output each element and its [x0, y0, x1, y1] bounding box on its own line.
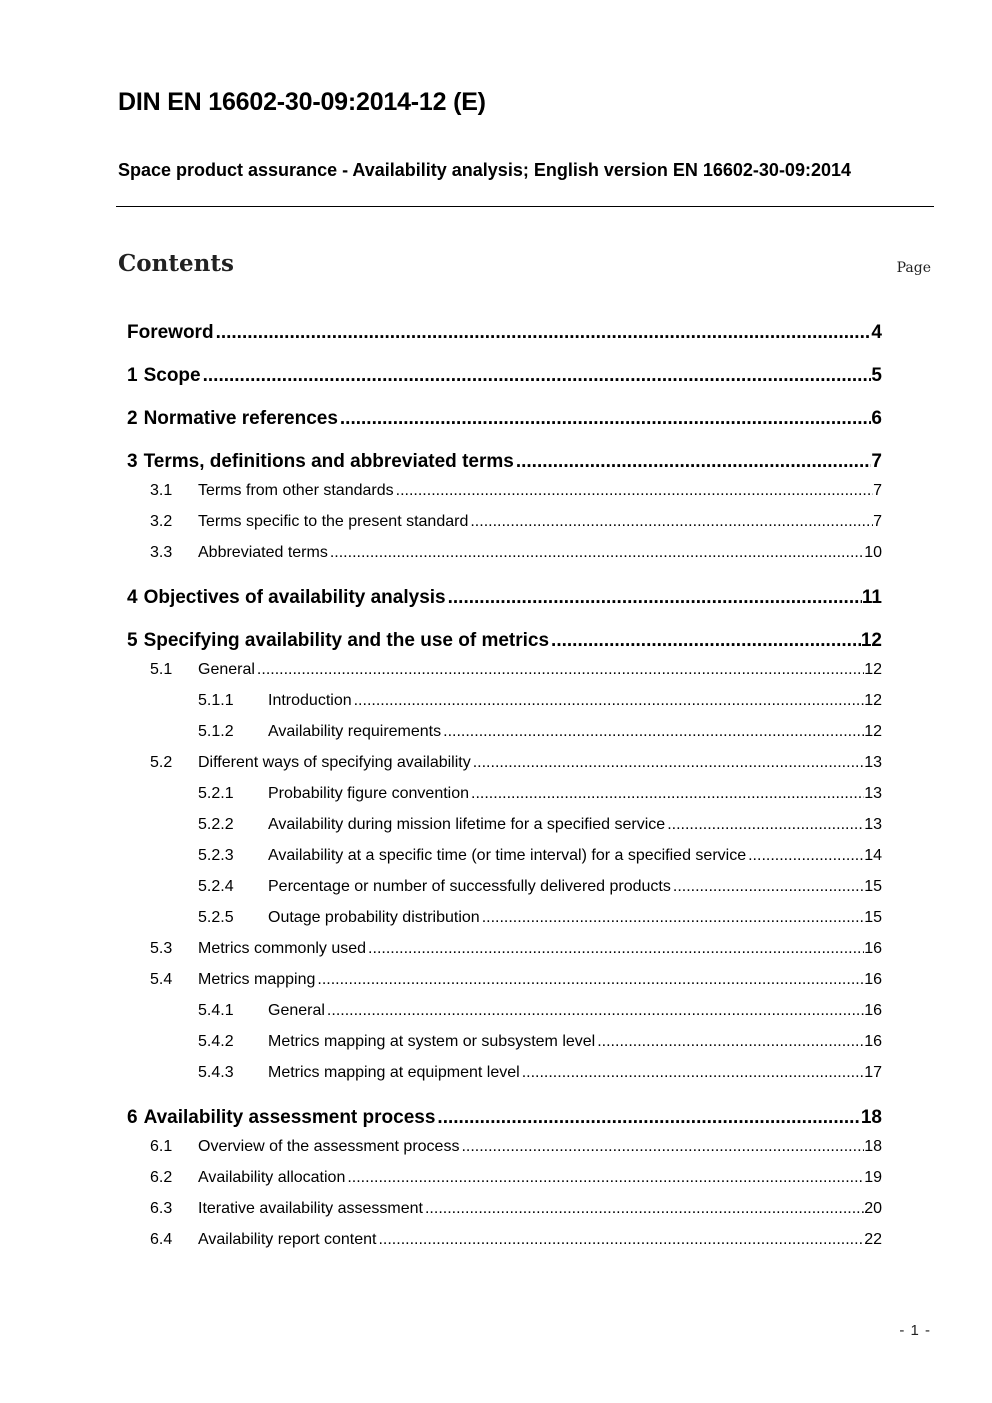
- toc-dot-leader: [473, 754, 864, 772]
- toc-entry-title: Availability report content: [198, 1231, 377, 1248]
- toc-entry-title: Specifying availability and the use of metrics: [143, 630, 550, 651]
- toc-entry[interactable]: [127, 1107, 882, 1138]
- toc-entry-page: 12: [864, 661, 882, 678]
- toc-entry[interactable]: [127, 587, 882, 618]
- toc-entry-title: General: [268, 1002, 325, 1019]
- toc-dot-leader: [354, 692, 865, 710]
- toc-entry-page: 5: [871, 365, 882, 386]
- toc-entry[interactable]: [127, 940, 882, 971]
- toc-entry-title: Terms specific to the present standard: [198, 513, 469, 530]
- toc-entry-title: Outage probability distribution: [268, 909, 480, 926]
- toc-entry-number: 5.1: [150, 661, 173, 678]
- toc-entry-page: 19: [864, 1169, 882, 1186]
- toc-entry-number: 3: [127, 451, 138, 472]
- toc-entry-page: 11: [861, 587, 882, 608]
- contents-heading: Contents: [118, 250, 234, 277]
- toc-dot-leader: [522, 1064, 865, 1082]
- toc-entry-title: Foreword: [127, 322, 214, 343]
- header-rule: [116, 206, 934, 207]
- toc-entry-title: Metrics mapping at equipment level: [268, 1064, 520, 1081]
- toc-entry-number: 2: [127, 408, 138, 429]
- toc-dot-leader: [482, 909, 865, 927]
- toc-entry-page: 20: [864, 1200, 882, 1217]
- document-title: DIN EN 16602-30-09:2014-12 (E): [118, 88, 486, 116]
- toc-dot-leader: [203, 365, 872, 387]
- toc-entry[interactable]: [127, 847, 882, 878]
- toc-entry[interactable]: [127, 1138, 882, 1169]
- toc-dot-leader: [667, 816, 864, 834]
- toc-entry-number: 5.4.1: [198, 1002, 234, 1019]
- toc-entry-title: Percentage or number of successfully delivered products: [268, 878, 671, 895]
- toc-dot-leader: [516, 451, 872, 473]
- toc-entry-number: 6.4: [150, 1231, 173, 1248]
- toc-entry-title: Objectives of availability analysis: [143, 587, 446, 608]
- toc-dot-leader: [347, 1169, 864, 1187]
- toc-dot-leader: [461, 1138, 864, 1156]
- toc-dot-leader: [340, 408, 872, 430]
- toc-entry[interactable]: [127, 365, 882, 396]
- toc-entry-number: 5.2.5: [198, 909, 234, 926]
- toc-entry[interactable]: [127, 878, 882, 909]
- toc-entry[interactable]: [127, 451, 882, 482]
- toc-entry-number: 6: [127, 1107, 138, 1128]
- toc-entry-page: 16: [864, 1002, 882, 1019]
- toc-entry-page: 22: [864, 1231, 882, 1248]
- toc-dot-leader: [471, 785, 864, 803]
- toc-entry-number: 3.1: [150, 482, 173, 499]
- toc-dot-leader: [368, 940, 864, 958]
- toc-entry-title: Terms, definitions and abbreviated terms: [143, 451, 514, 472]
- toc-entry-page: 18: [864, 1138, 882, 1155]
- toc-entry-title: Iterative availability assessment: [198, 1200, 423, 1217]
- toc-entry[interactable]: [127, 322, 882, 353]
- toc-entry[interactable]: [127, 630, 882, 661]
- toc-entry[interactable]: [127, 1033, 882, 1064]
- toc-entry-number: 1: [127, 365, 138, 386]
- toc-entry-title: Scope: [143, 365, 201, 386]
- toc-dot-leader: [748, 847, 864, 865]
- toc-entry-number: 3.2: [150, 513, 173, 530]
- toc-dot-leader: [448, 587, 862, 609]
- document-subtitle: Space product assurance - Availability analysis; English version EN 16602-30-09:2014: [118, 160, 851, 180]
- toc-entry-page: 6: [871, 408, 882, 429]
- toc-entry-title: Availability at a specific time (or time interval) for a specified service: [268, 847, 747, 864]
- toc-dot-leader: [327, 1002, 864, 1020]
- toc-entry-title: Terms from other standards: [198, 482, 394, 499]
- toc-entry-page: 4: [871, 322, 882, 343]
- toc-entry-title: Availability allocation: [198, 1169, 346, 1186]
- toc-dot-leader: [425, 1200, 864, 1218]
- toc-entry-number: 5.1.2: [198, 723, 234, 740]
- page-column-label: Page: [896, 260, 931, 276]
- toc-entry[interactable]: [127, 909, 882, 940]
- toc-entry[interactable]: [127, 816, 882, 847]
- toc-entry-page: 13: [864, 754, 882, 771]
- toc-entry-page: 15: [864, 909, 882, 926]
- toc-entry-number: 5.2: [150, 754, 173, 771]
- toc-entry-title: Metrics commonly used: [198, 940, 367, 957]
- toc-entry-number: 5.3: [150, 940, 173, 957]
- table-of-contents: [127, 322, 882, 1262]
- toc-entry-title: Metrics mapping: [198, 971, 316, 988]
- toc-entry-page: 7: [871, 451, 882, 472]
- toc-entry-number: 5: [127, 630, 138, 651]
- toc-entry-title: Availability requirements: [268, 723, 442, 740]
- toc-entry[interactable]: [127, 1064, 882, 1095]
- toc-dot-leader: [257, 661, 864, 679]
- toc-entry[interactable]: [127, 1002, 882, 1033]
- toc-entry-page: 7: [873, 513, 882, 530]
- toc-entry-page: 12: [864, 692, 882, 709]
- toc-dot-leader: [396, 482, 873, 500]
- toc-entry[interactable]: [127, 1231, 882, 1262]
- toc-entry[interactable]: [127, 513, 882, 544]
- toc-entry-page: 7: [873, 482, 882, 499]
- toc-entry[interactable]: [127, 1169, 882, 1200]
- toc-entry-number: 3.3: [150, 544, 173, 561]
- toc-entry-page: 17: [864, 1064, 882, 1081]
- toc-entry-title: Introduction: [268, 692, 352, 709]
- toc-entry-page: 18: [860, 1107, 882, 1128]
- toc-dot-leader: [378, 1231, 864, 1249]
- page-number: - 1 -: [899, 1322, 931, 1339]
- toc-entry-number: 6.1: [150, 1138, 173, 1155]
- toc-dot-leader: [216, 322, 872, 344]
- toc-entry-page: 16: [864, 971, 882, 988]
- toc-entry-number: 5.2.2: [198, 816, 234, 833]
- toc-entry-title: Normative references: [143, 408, 338, 429]
- toc-entry-page: 16: [864, 1033, 882, 1050]
- toc-entry-page: 13: [864, 816, 882, 833]
- toc-entry-page: 15: [864, 878, 882, 895]
- toc-entry-number: 5.4.2: [198, 1033, 234, 1050]
- toc-entry[interactable]: [127, 1200, 882, 1231]
- toc-entry-title: Overview of the assessment process: [198, 1138, 460, 1155]
- toc-entry-number: 6.2: [150, 1169, 173, 1186]
- toc-dot-leader: [330, 544, 864, 562]
- toc-dot-leader: [470, 513, 873, 531]
- toc-entry-number: 5.4: [150, 971, 173, 988]
- toc-entry-number: 5.2.3: [198, 847, 234, 864]
- toc-entry-page: 12: [860, 630, 882, 651]
- toc-entry[interactable]: [127, 544, 882, 575]
- toc-entry-page: 14: [864, 847, 882, 864]
- toc-entry-title: Abbreviated terms: [198, 544, 328, 561]
- toc-entry-number: 5.4.3: [198, 1064, 234, 1081]
- toc-entry-number: 6.3: [150, 1200, 173, 1217]
- toc-dot-leader: [443, 723, 864, 741]
- toc-entry-title: Different ways of specifying availability: [198, 754, 471, 771]
- toc-entry-page: 13: [864, 785, 882, 802]
- toc-entry[interactable]: [127, 692, 882, 723]
- toc-entry-number: 5.2.1: [198, 785, 234, 802]
- toc-entry-number: 4: [127, 587, 138, 608]
- toc-dot-leader: [551, 630, 861, 652]
- toc-entry[interactable]: [127, 482, 882, 513]
- toc-dot-leader: [317, 971, 864, 989]
- toc-entry[interactable]: [127, 408, 882, 439]
- toc-entry-title: Availability assessment process: [143, 1107, 436, 1128]
- toc-dot-leader: [597, 1033, 864, 1051]
- toc-entry-title: General: [198, 661, 255, 678]
- toc-entry-number: 5.1.1: [198, 692, 234, 709]
- toc-entry-page: 10: [864, 544, 882, 561]
- toc-entry[interactable]: [127, 661, 882, 692]
- toc-entry[interactable]: [127, 723, 882, 754]
- toc-entry[interactable]: [127, 971, 882, 1002]
- toc-entry-title: Metrics mapping at system or subsystem level: [268, 1033, 596, 1050]
- toc-entry-page: 12: [864, 723, 882, 740]
- toc-entry-number: 5.2.4: [198, 878, 234, 895]
- toc-entry-page: 16: [864, 940, 882, 957]
- toc-dot-leader: [673, 878, 864, 896]
- toc-entry[interactable]: [127, 754, 882, 785]
- toc-entry-title: Probability figure convention: [268, 785, 470, 802]
- toc-entry[interactable]: [127, 785, 882, 816]
- toc-entry-title: Availability during mission lifetime for a specified service: [268, 816, 666, 833]
- toc-dot-leader: [437, 1107, 860, 1129]
